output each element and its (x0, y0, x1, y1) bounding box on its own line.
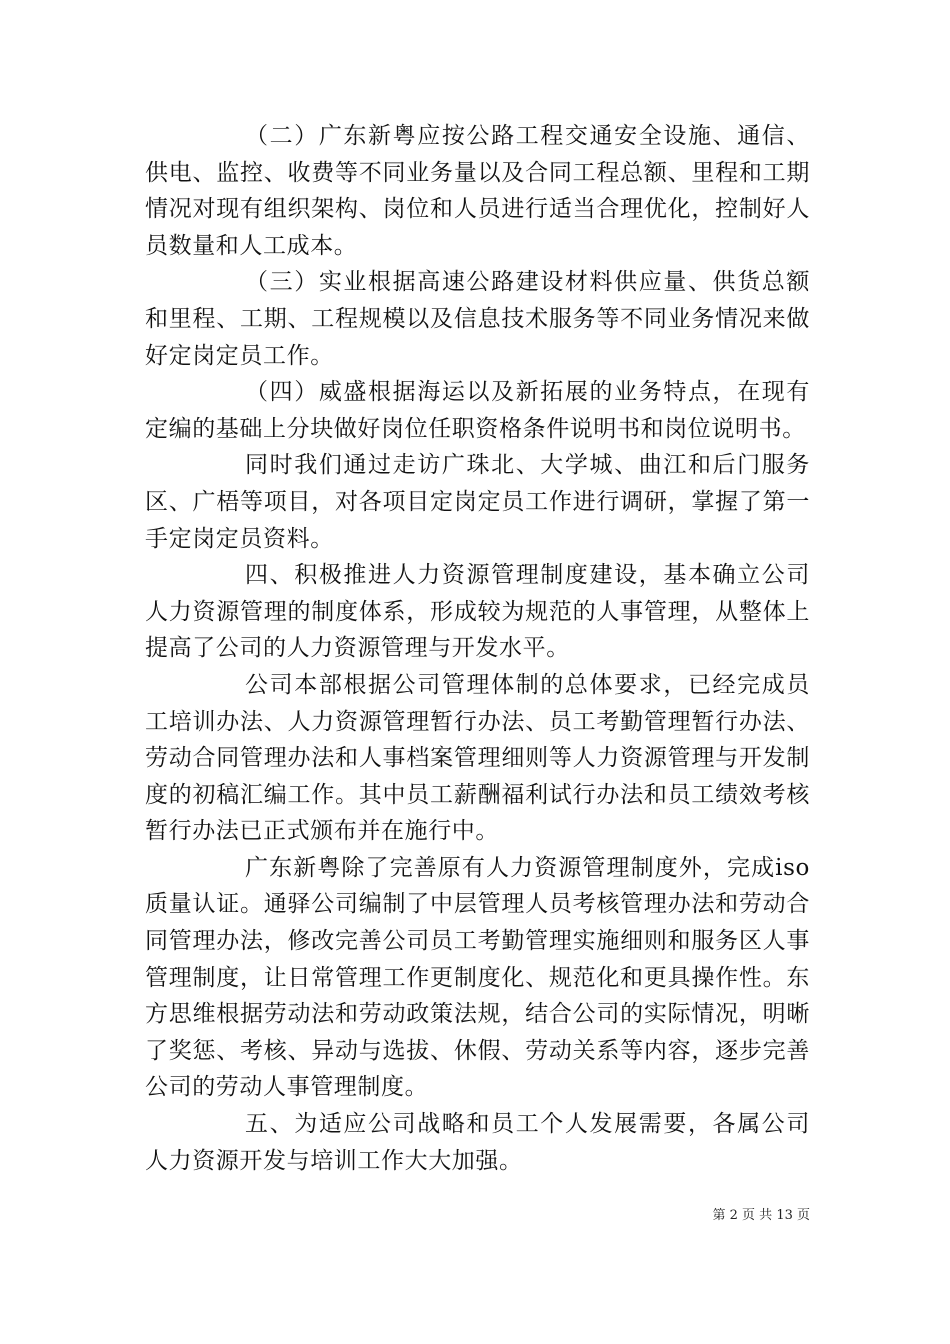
paragraph-xinyue: 广东新粤除了完善原有人力资源管理制度外，完成iso质量认证。通驿公司编制了中层管理人员考核管理办法和劳动合同管理办法，修改完善公司员工考勤管理实施细则和服务区人事管理制度，让日常管理工作更制度化、规范化和更具操作性。东方思维根据劳动法和劳动政策法规，结合公司的实际情况，明晰了奖惩、考核、异动与选拔、休假、劳动关系等内容，逐步完善公司的劳动人事管理制度。 (145, 854, 810, 1101)
paragraph-site-survey: 同时我们通过走访广珠北、大学城、曲江和后门服务区、广梧等项目，对各项目定岗定员工作进行调研，掌握了第一手定岗定员资料。 (145, 452, 810, 552)
paragraph-section-2: （二）广东新粤应按公路工程交通安全设施、通信、供电、监控、收费等不同业务量以及合同工程总额、里程和工期情况对现有组织架构、岗位和人员进行适当合理优化，控制好人员数量和人工成本。 (145, 123, 810, 259)
paragraph-heading-five: 五、为适应公司战略和员工个人发展需要，各属公司人力资源开发与培训工作大大加强。 (145, 1111, 810, 1174)
paragraph-section-4: （四）威盛根据海运以及新拓展的业务特点，在现有定编的基础上分块做好岗位任职资格条件说明书和岗位说明书。 (145, 379, 810, 442)
paragraph-heading-four: 四、积极推进人力资源管理制度建设，基本确立公司人力资源管理的制度体系，形成较为规范的人事管理，从整体上提高了公司的人力资源管理与开发水平。 (145, 562, 810, 662)
page-number-footer: 第 2 页 共 13 页 (712, 1208, 810, 1223)
document-body (145, 118, 810, 1179)
paragraph-headquarters: 公司本部根据公司管理体制的总体要求，已经完成员工培训办法、人力资源管理暂行办法、员工考勤管理暂行办法、劳动合同管理办法和人事档案管理细则等人力资源管理与开发制度的初稿汇编工作。其中员工薪酬福利试行办法和员工绩效考核暂行办法已正式颁布并在施行中。 (145, 671, 810, 845)
paragraph-section-3: （三）实业根据高速公路建设材料供应量、供货总额和里程、工期、工程规模以及信息技术服务等不同业务情况来做好定岗定员工作。 (145, 269, 810, 369)
